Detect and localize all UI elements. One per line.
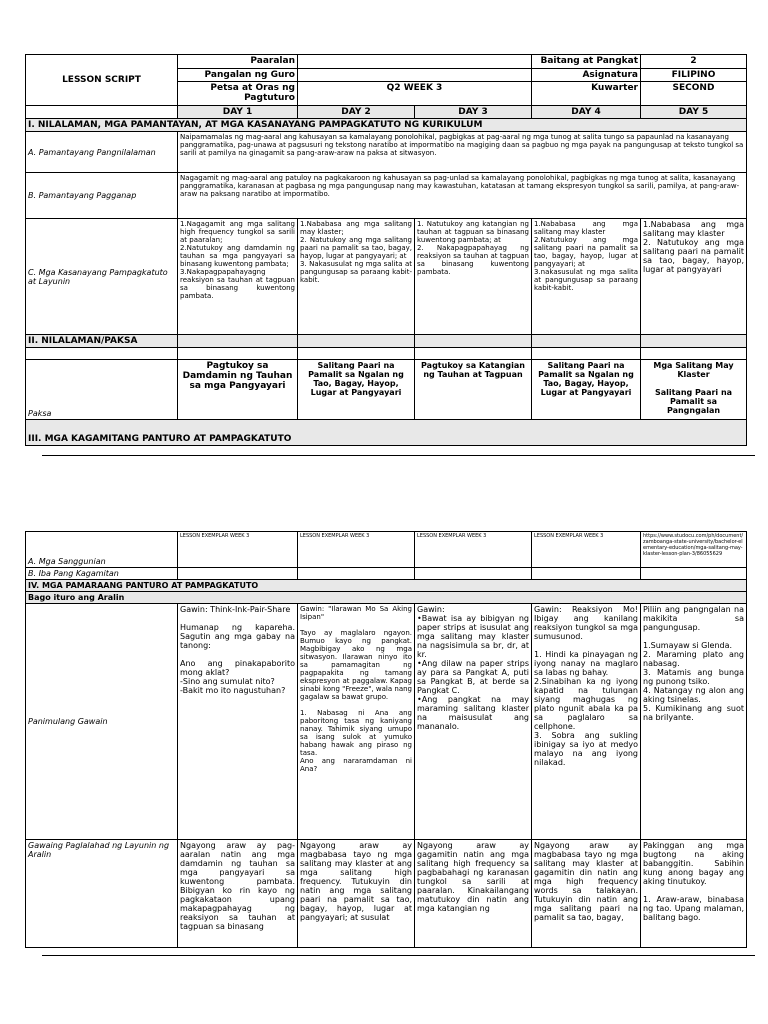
panimula-cell: Gawin: Reaksiyon Mo! Ibigay ang kanilang reaksiyon tungkol sa mga sumusunod. 1. Hindi ka pinayagan ng iyong nanay na maglaro sa labas ng bahay. 2.Sinabihan ka ng iyong kapatid na tulungan siyang maghugas ng plato ngunit abala ka pa sa paglalaro sa cellphone. 3. Sobra ang sukling ibinigay sa iyo at medyo malayo na ang iyong nilakad. (532, 604, 641, 840)
sanggunian-cell: LESSON EXEMPLAR WEEK 3 (415, 532, 532, 568)
pamantayang-pangnilalaman-text: Naipamamalas ng mag-aaral ang kahusayan sa kamalayang ponolohikal, pagbigkas at pag-aaral ng mga tunog at salita tungo sa papaunlad na kasanayang panggramatika, pag-unawa at pagsusuri ng tekstong naratibo at impormatibo na magiging daan sa pagbuo ng mga payak na pangungusap at teksto tungkol sa sarili at pamilya na ginagamit sa pang-araw-araw na paksa at sitwasyon. (178, 132, 747, 173)
panimula-cell: Gawin: Think-Ink-Pair-Share Humanap ng kapareha. Sagutin ang mga gabay na tanong: Ano ang pinakapaborito mong aklat? -Sino ang sumulat nito? -Bakit mo ito nagustuhan? (178, 604, 298, 840)
divider-line (42, 955, 755, 956)
paksa-cell: Salitang Paari na Pamalit sa Ngalan ng Tao, Bagay, Hayop, Lugar at Pangyayari (532, 360, 641, 420)
section-heading: III. MGA KAGAMITANG PANTURO AT PAMPAGKATUTO (26, 420, 747, 446)
layunin-cell: Ngayong araw ay magbabasa tayo ng mga salitang may klaster at ang mga salitang high frequency. Tutukuyin din natin ang mga salitang paari na pamalit sa tao, bagay, hayop, lugar at pangyayari; at susulat (298, 840, 415, 948)
paaralan-value (298, 55, 532, 69)
panimula-cell: Gawin: •Bawat isa ay bibigyan ng paper strips at isusulat ang mga salitang may klaster na nagsisimula sa br, dr, at kr. •Ang dilaw na paper strips ay para sa Pangkat A, puti sa Pangkat B, at berde sa Pangkat C. •Ang pangkat na may maraming salitang klaster na maisusulat ang mananalo. (415, 604, 532, 840)
panimula-cell: Gawin: "Ilarawan Mo Sa Aking Isipan" Tayo ay maglalaro ngayon. Bumuo kayo ng pangkat. Magbibigay ako ng mga sitwasyon. Ilarawan ninyo ito sa pamamagitan ng pagpapakita ng tamang ekspresyon at paggalaw. Kapag sinabi kong "Freeze", wala nang gagalaw sa bawat grupo. 1. Nabasag ni Ana ang paboritong tasa ng kaniyang nanay. Tahimik siyang umupo sa isang sulok at yumuko habang hawak ang piraso ng tasa. Ano ang nararamdaman ni Ana? (298, 604, 415, 840)
pamantayang-pagganap-label: B. Pamantayang Pagganap (26, 173, 178, 219)
subsection-heading: Bago ituro ang Aralin (26, 592, 747, 604)
paksa-cell: Pagtukoy sa Damdamin ng Tauhan sa mga Pangyayari (178, 360, 298, 420)
paaralan-label: Paaralan (178, 55, 298, 69)
iba-label: B. Iba Pang Kagamitan (26, 568, 178, 580)
sanggunian-link[interactable]: https://www.studocu.com/ph/document/zamboanga-state-university/bachelor-elementary-education/mga-salitang-may-klaster-lesson-plan-3/86055629 (641, 532, 747, 568)
kasanayan-cell: 1.Nababasa ang mga salitang may klaster 2. Natutukoy ang mga salitang paari na pamalit sa tao, bagay, hayop, lugar at pangyayari (641, 219, 747, 335)
section-heading: IV. MGA PAMARAANG PANTURO AT PAMPAGKATUTO (26, 580, 747, 592)
paksa-cell: Salitang Paari na Pamalit sa Ngalan ng Tao, Bagay, Hayop, Lugar at Pangyayari (298, 360, 415, 420)
layunin-cell: Pakinggan ang mga bugtong na aking babanggitin. Sabihin kung anong bagay ang aking tinutukoy. 1. Araw-araw, binabasa ng tao. Upang malaman, balitang bago. (641, 840, 747, 948)
kasanayan-label: C. Mga Kasanayang Pampagkatuto at Layunin (26, 219, 178, 335)
kasanayan-cell: 1.Nababasa ang mga salitang may klaster 2.Natutukoy ang mga salitang paari na pamalit sa tao, bagay, hayop, lugar at pangyayari; at 3.nakasusulat ng mga salita at pangungusap sa paraang kabit-kabit. (532, 219, 641, 335)
panimula-cell: Piliin ang pangngalan na makikita sa pangungusap. 1.Sumayaw si Glenda. 2. Maraming plato ang nabasag. 3. Matamis ang bunga ng punong tsiko. 4. Natangay ng alon ang aking tsinelas. 5. Kumikinang ang suot na brilyante. (641, 604, 747, 840)
sanggunian-cell: LESSON EXEMPLAR WEEK 3 (532, 532, 641, 568)
day-header-blank (26, 106, 178, 119)
lesson-script-label: LESSON SCRIPT (26, 55, 178, 106)
section-heading: I. NILALAMAN, MGA PAMANTAYAN, AT MGA KASANAYANG PAMPAGKATUTO NG KURIKULUM (26, 119, 747, 132)
asignatura-value: FILIPINO (641, 69, 747, 82)
day-header: DAY 2 (298, 106, 415, 119)
paksa-label: Paksa (26, 360, 178, 420)
day-header: DAY 1 (178, 106, 298, 119)
section-heading: II. NILALAMAN/PAKSA (26, 335, 178, 348)
guro-value (298, 69, 532, 82)
kasanayan-cell: 1.Nagagamit ang mga salitang high frequency tungkol sa sarili at paaralan; 2.Natutukoy ang damdamin ng tauhan sa mga pangyayari sa binasang kuwentong pambata; 3.Nakapagpapahayagng reaksiyon sa tauhan at tagpuan sa binasang kuwentong pambata. (178, 219, 298, 335)
layunin-cell: Ngayong araw ay magbabasa tayo ng mga salitang may klaster at gagamitin din natin ang mga high frequency words sa talakayan. Tutukuyin din natin ang mga salitang paari na pamalit sa tao, bagay, (532, 840, 641, 948)
sanggunian-cell: LESSON EXEMPLAR WEEK 3 (178, 532, 298, 568)
sanggunian-label: A. Mga Sanggunian (26, 532, 178, 568)
asignatura-label: Asignatura (532, 69, 641, 82)
lesson-header-table (25, 54, 747, 446)
pamantayang-pangnilalaman-label: A. Pamantayang Pangnilalaman (26, 132, 178, 173)
procedures-table (25, 531, 747, 948)
baitang-label: Baitang at Pangkat (532, 55, 641, 69)
day-header: DAY 3 (415, 106, 532, 119)
divider-line (42, 455, 755, 456)
paksa-cell: Pagtukoy sa Katangian ng Tauhan at Tagpuan (415, 360, 532, 420)
kasanayan-cell: 1.Nababasa ang mga salitang may klaster; 2. Natutukoy ang mga salitang paari na pamalit sa tao, bagay, hayop, lugar at pangyayari; at 3. Nakasusulat ng mga salita at pangungusap sa paraang kabit-kabit. (298, 219, 415, 335)
paglalahad-label: Gawaing Paglalahad ng Layunin ng Aralin (26, 840, 178, 948)
day-header: DAY 5 (641, 106, 747, 119)
paksa-cell: Mga Salitang May Klaster Salitang Paari na Pamalit sa Pangngalan (641, 360, 747, 420)
kasanayan-cell: 1. Natutukoy ang katangian ng tauhan at tagpuan sa binasang kuwentong pambata; at 2. Nakapagpapahayag ng reaksiyon sa tauhan at tagpuan sa binasang kuwentong pambata. (415, 219, 532, 335)
sanggunian-cell: LESSON EXEMPLAR WEEK 3 (298, 532, 415, 568)
layunin-cell: Ngayong araw ay pag-aaralan natin ang mga damdamin ng tauhan sa mga pangyayari sa kuwentong pambata. Bibigyan ko rin kayo ng pagkakataon upang makapagpahayag ng reaksiyon sa tauhan at tagpuan sa binasang (178, 840, 298, 948)
layunin-cell: Ngayong araw ay gagamitin natin ang mga salitang high frequency sa pagbabahagi ng karanasan tungkol sa sarili at paaralan. Kinakailangang matutukoy din natin ang mga katangian ng (415, 840, 532, 948)
baitang-value: 2 (641, 55, 747, 69)
kuwarter-label: Kuwarter (532, 82, 641, 106)
day-header: DAY 4 (532, 106, 641, 119)
kuwarter-value: SECOND (641, 82, 747, 106)
pamantayang-pagganap-text: Nagagamit ng mag-aaral ang patuloy na pagkakaroon ng kahusayan sa pag-unlad sa kamalayang ponolohikal, pagbigkas ng mga tunog at salita, kasanayang panggramatika, karanasan at pagbasa ng mga pangungusap nang may kawastuhan, katatasan at tamang ekspresyon tungkol sa sarili, pamilya, at pang-araw-araw na paksang naratibo at impormatibo. (178, 173, 747, 219)
panimulang-gawain-label: Panimulang Gawain (26, 604, 178, 840)
petsa-value: Q2 WEEK 3 (298, 82, 532, 106)
guro-label: Pangalan ng Guro (178, 69, 298, 82)
petsa-label: Petsa at Oras ng Pagtuturo (178, 82, 298, 106)
